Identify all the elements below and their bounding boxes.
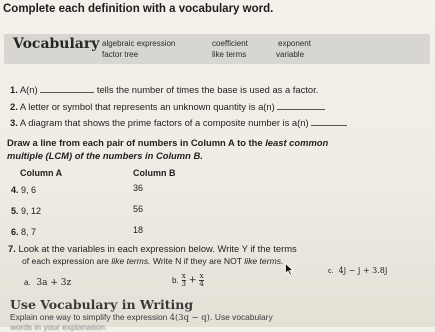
matching-instruction-line1 — [7, 137, 328, 148]
answer-blank[interactable] — [277, 100, 325, 110]
question-text: Write N if they are NOT — [152, 256, 242, 266]
item-value: 9, 12 — [21, 206, 42, 216]
fraction-x-over-4: $\frac{x}{4}$ — [199, 272, 204, 288]
column-b-item[interactable]: 56 — [133, 204, 144, 214]
fraction-x-over-3: $\frac{x}{3}$ — [181, 272, 187, 288]
emphasis-text: like terms. — [244, 256, 284, 266]
matching-instruction-line2: multiple (LCM) of the numbers in Column B. — [7, 150, 203, 161]
question-lead: A(n) — [19, 84, 38, 95]
writing-heading: Use Vocabulary in Writing — [10, 297, 194, 312]
question-number: 3. — [10, 117, 18, 128]
mouse-cursor-icon — [285, 263, 294, 276]
expression-b — [172, 273, 204, 288]
instruction-emphasis: least common — [265, 137, 329, 148]
instruction-text: Draw a line from each pair of numbers in Column A to the — [7, 137, 263, 148]
vocab-term: factor tree — [102, 50, 139, 59]
column-b-heading: Column B — [133, 168, 176, 178]
question-text: of each expression are — [22, 256, 109, 266]
writing-prompt-line2: words in your explanation. — [10, 322, 108, 332]
answer-blank[interactable] — [40, 83, 94, 93]
vocab-term: coefficient — [212, 39, 248, 48]
prompt-expression: 4(3q − q). — [169, 312, 213, 322]
question-7-line2 — [22, 256, 283, 266]
vocab-term: variable — [276, 50, 305, 59]
answer-blank[interactable] — [311, 116, 347, 126]
column-a-item[interactable] — [11, 206, 41, 216]
question-text: Look at the variables in each expression below. Write Y if the terms — [18, 243, 297, 254]
column-b-item[interactable]: 36 — [133, 183, 144, 193]
question-text: A diagram that shows the prime factors of a composite number is a(n) — [19, 117, 309, 128]
expression-text: 4j − j + 3.8j — [338, 266, 388, 275]
expression-a — [24, 278, 71, 288]
question-number: 7. — [8, 243, 16, 254]
item-value: 9, 6 — [21, 185, 37, 195]
column-a-item[interactable] — [11, 185, 36, 195]
item-number: 5. — [11, 206, 19, 216]
option-label: a. — [24, 278, 31, 287]
expression-text: 3a + 3z — [36, 278, 72, 288]
vocab-term: like terms — [212, 50, 247, 59]
item-number: 4. — [11, 185, 19, 195]
writing-prompt-line1 — [10, 312, 273, 322]
vocab-term: exponent — [278, 39, 311, 48]
expression-c — [328, 266, 387, 275]
question-text: tells the number of times the base is used as a factor. — [96, 84, 319, 95]
prompt-text: Use vocabulary — [214, 312, 273, 322]
question-1 — [10, 83, 318, 95]
option-label: b. — [172, 276, 179, 285]
question-number: 1. — [10, 84, 18, 95]
prompt-text: Explain one way to simplify the expression — [10, 312, 168, 322]
question-text: A letter or symbol that represents an unknown quantity is a(n) — [19, 101, 275, 112]
item-value: 8, 7 — [21, 227, 37, 237]
vocabulary-label: Vocabulary — [13, 36, 100, 52]
question-7-line1 — [8, 243, 297, 254]
column-b-item[interactable]: 18 — [133, 225, 144, 235]
column-a-heading: Column A — [20, 168, 63, 178]
vocab-term: algebraic expression — [102, 39, 176, 48]
question-number: 2. — [10, 101, 18, 112]
plus-sign: + — [188, 275, 197, 286]
page-title: Complete each definition with a vocabulary word. — [3, 3, 274, 15]
question-3 — [10, 116, 347, 128]
item-number: 6. — [11, 227, 19, 237]
question-2 — [10, 100, 325, 112]
emphasis-text: like terms. — [111, 256, 151, 266]
column-a-item[interactable] — [11, 227, 36, 237]
option-label: c. — [328, 268, 334, 275]
